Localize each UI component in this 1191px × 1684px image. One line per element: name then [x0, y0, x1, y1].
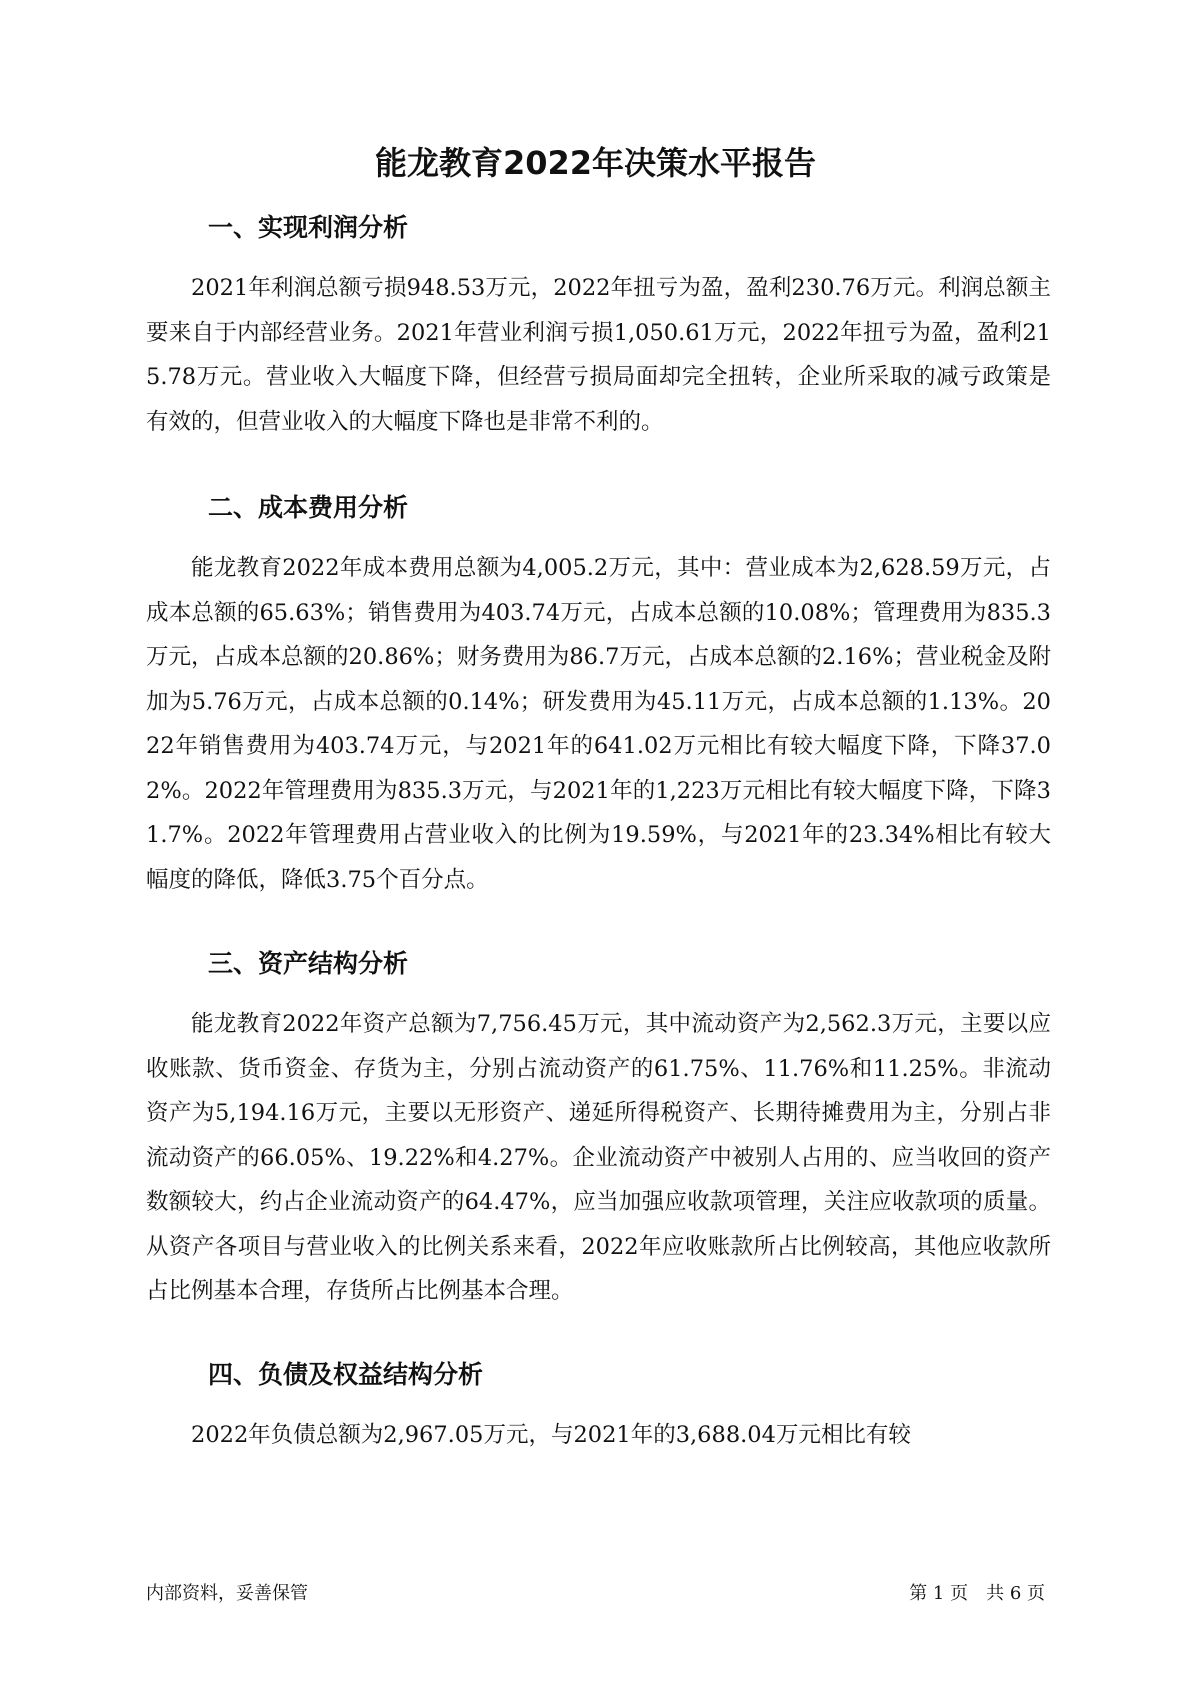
section-heading-cost: 二、成本费用分析: [208, 493, 409, 522]
section-heading-liabilities: 四、负债及权益结构分析: [208, 1360, 484, 1389]
document-title: 能龙教育2022年决策水平报告: [374, 144, 817, 182]
section-paragraph-assets: 能龙教育2022年资产总额为7,756.45万元，其中流动资产为2,562.3万元，主要以应收账款、货币资金、存货为主，分别占流动资产的61.75%、11.76%和11.25%。非流动资产为5,194.16万元，主要以无形资产、递延所得税资产、长期待摊费用为主，分别占非流动资产的66.05%、19.22%和4.27%。企业流动资产中被别人占用的、应当收回的资产数额较大，约占企业流动资产的64.47%，应当加强应收款项管理，关注应收款项的质量。从资产各项目与营业收入的比例关系来看，2022年应收账款所占比例较高，其他应收款所占比例基本合理，存货所占比例基本合理。: [146, 1011, 1051, 1304]
footer-page-number: 第 1 页 共 6 页: [909, 1583, 1045, 1604]
section-paragraph-liabilities: 2022年负债总额为2,967.05万元，与2021年的3,688.04万元相比有较: [191, 1422, 911, 1448]
section-paragraph-cost: 能龙教育2022年成本费用总额为4,005.2万元，其中：营业成本为2,628.59万元，占成本总额的65.63%；销售费用为403.74万元，占成本总额的10.08%；管理费用为835.3万元，占成本总额的20.86%；财务费用为86.7万元，占成本总额的2.16%；营业税金及附加为5.76万元，占成本总额的0.14%；研发费用为45.11万元，占成本总额的1.13%。2022年销售费用为403.74万元，与2021年的641.02万元相比有较大幅度下降，下降37.02%。2022年管理费用为835.3万元，与2021年的1,223万元相比有较大幅度下降，下降31.7%。2022年管理费用占营业收入的比例为19.59%，与2021年的23.34%相比有较大幅度的降低，降低3.75个百分点。: [146, 555, 1051, 893]
section-heading-profit: 一、实现利润分析: [208, 213, 409, 242]
section-heading-assets: 三、资产结构分析: [208, 949, 409, 978]
section-paragraph-profit: 2021年利润总额亏损948.53万元，2022年扭亏为盈，盈利230.76万元。利润总额主要来自于内部经营业务。2021年营业利润亏损1,050.61万元，2022年扭亏为盈，盈利215.78万元。营业收入大幅度下降，但经营亏损局面却完全扭转，企业所采取的减亏政策是有效的，但营业收入的大幅度下降也是非常不利的。: [146, 275, 1051, 435]
footer-confidential-note: 内部资料，妥善保管: [146, 1583, 308, 1604]
